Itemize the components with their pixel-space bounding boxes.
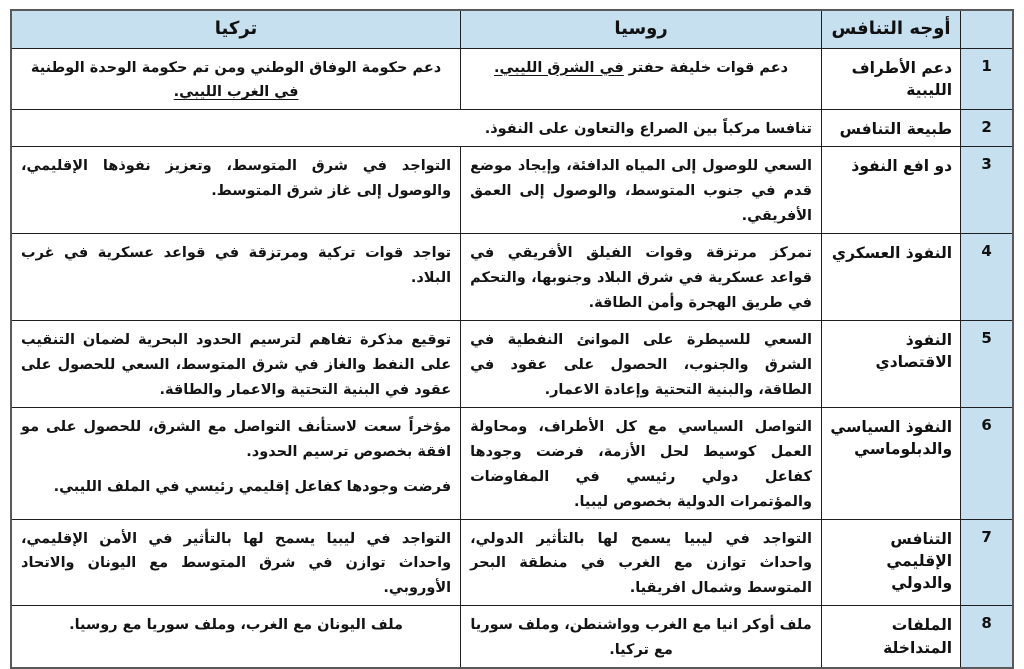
cell-paragraph: توقيع مذكرة تفاهم لترسيم الحدود البحرية لضمان التنقيب على النفط والغاز في شرق المتوسط، السعي للحصول على عقود في البنية التحتية والاعمار والطاقة.: [21, 331, 452, 398]
russia-cell: [461, 234, 822, 321]
row-number-cell: 5: [961, 320, 1013, 407]
cell-paragraph: دعم قوات خليفة حفتر في الشرق الليبي.: [493, 59, 789, 76]
aspect-label-cell: النفوذ السياسي والدبلوماسي: [821, 407, 960, 519]
aspect-label-cell: الملفات المتداخلة: [821, 606, 960, 668]
cell-paragraph: التواجد في ليبيا يسمح لها بالتأثير في الأمن الإقليمي، واحداث توازن في شرق المتوسط مع اليونان والاتحاد الأوروبي.: [21, 530, 452, 597]
table-row: [11, 407, 1013, 519]
row-number-cell: 8: [961, 606, 1013, 668]
cell-paragraph: ملف اليونان مع الغرب، وملف سوريا مع روسيا.: [69, 617, 404, 634]
cell-paragraph: التواجد في شرق المتوسط، وتعزيز نفوذها الإقليمي، والوصول إلى غاز شرق المتوسط.: [21, 158, 452, 200]
cell-paragraph: التواجد في ليبيا يسمح لها بالتأثير الدولي، واحداث توازن مع الغرب في منطقة البحر المتوسط وشمال افريقيا.: [470, 530, 812, 597]
turkey-column-header: تركيا: [11, 10, 461, 48]
cell-paragraph: السعي للوصول إلى المياه الدافئة، وإيجاد موضع قدم في جنوب المتوسط، والوصول إلى العمق الأفريقي.: [470, 158, 812, 225]
merged-both-countries-cell: [11, 110, 821, 147]
russia-column-header: روسيا: [461, 10, 822, 48]
index-column-header: [961, 10, 1013, 48]
turkey-cell: [11, 320, 461, 407]
table-row: [11, 147, 1013, 234]
russia-cell: [461, 48, 822, 110]
russia-cell: [461, 407, 822, 519]
cell-paragraph: التواصل السياسي مع كل الأطراف، ومحاولة العمل كوسيط لحل الأزمة، فرضت وجودها كفاعل دولي رئيسي في المفاوضات والمؤتمرات الدولية بخصوص ليبيا.: [470, 418, 812, 510]
aspect-label-cell: النفوذ العسكري: [821, 234, 960, 321]
row-number-cell: 6: [961, 407, 1013, 519]
aspect-label-cell: دو افع النفوذ: [821, 147, 960, 234]
table-row: [11, 606, 1013, 668]
russia-cell: [461, 147, 822, 234]
cell-paragraph: تواجد قوات تركية ومرتزقة في قواعد عسكرية في غرب البلاد.: [21, 245, 452, 287]
cell-paragraph: السعي للسيطرة على الموانئ النفطية في الشرق والجنوب، الحصول على عقود في الطاقة، والبنية التحتية وإعادة الاعمار.: [470, 331, 812, 398]
cell-paragraph: تمركز مرتزقة وقوات الفيلق الأفريقي في قواعد عسكرية في شرق البلاد وجنوبها، والتحكم في طريق الهجرة وأمن الطاقة.: [470, 245, 812, 311]
aspect-label-cell: النفوذ الاقتصادي: [821, 320, 960, 407]
cell-paragraph: فرضت وجودها كفاعل إقليمي رئيسي في الملف الليبي.: [53, 478, 452, 495]
table-row: [11, 110, 1013, 147]
turkey-cell: [11, 606, 461, 668]
table-row: [11, 234, 1013, 321]
row-number-cell: 7: [961, 519, 1013, 606]
row-number-cell: 3: [961, 147, 1013, 234]
russia-cell: [461, 320, 822, 407]
aspect-label-cell: دعم الأطراف الليبية: [821, 48, 960, 110]
russia-cell: [461, 606, 822, 668]
row-number-cell: 4: [961, 234, 1013, 321]
competition-comparison-table: [10, 9, 1014, 669]
turkey-cell: [11, 519, 461, 606]
aspect-label-cell: طبيعة التنافس: [821, 110, 960, 147]
table-header-row: [11, 10, 1013, 48]
turkey-cell: [11, 147, 461, 234]
cell-paragraph: دعم حكومة الوفاق الوطني ومن تم حكومة الوحدة الوطنية في الغرب الليبي.: [30, 59, 442, 101]
turkey-cell: [11, 407, 461, 519]
aspect-label-cell: التنافس الإقليمي والدولي: [821, 519, 960, 606]
cell-paragraph: تنافسا مركباً بين الصراع والتعاون على النفوذ.: [484, 121, 812, 138]
row-number-cell: 2: [961, 110, 1013, 147]
cell-paragraph: مؤخراً سعت لاستأنف التواصل مع الشرق، للحصول على مو افقة بخصوص ترسيم الحدود.: [21, 418, 452, 460]
aspect-column-header: أوجه التنافس: [821, 10, 960, 48]
turkey-cell: [11, 234, 461, 321]
table-row: [11, 519, 1013, 606]
russia-cell: [461, 519, 822, 606]
turkey-cell: [11, 48, 461, 110]
cell-paragraph: ملف أوكر انيا مع الغرب وواشنطن، وملف سوريا مع تركيا.: [470, 617, 812, 659]
row-number-cell: 1: [961, 48, 1013, 110]
table-row: [11, 320, 1013, 407]
table-body: [11, 48, 1013, 668]
table-row: [11, 48, 1013, 110]
